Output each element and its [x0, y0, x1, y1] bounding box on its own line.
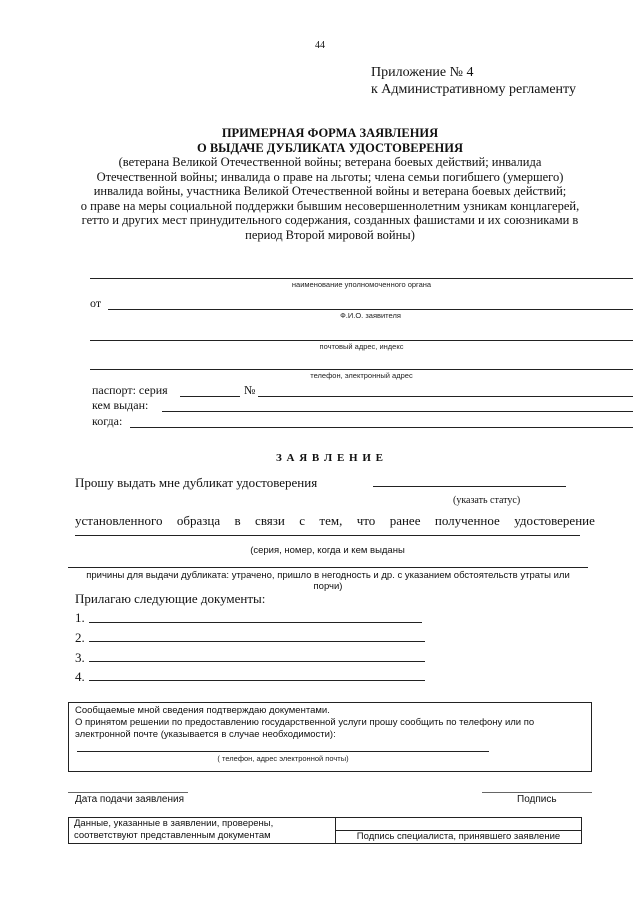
- status-field[interactable]: [373, 486, 566, 487]
- attach-label: Прилагаю следующие документы:: [75, 591, 266, 606]
- confirmation-box: [68, 702, 592, 772]
- series-caption: (серия, номер, когда и кем выданы: [250, 545, 405, 556]
- attach-item-4-field[interactable]: [89, 680, 425, 681]
- word-6: тем,: [319, 513, 343, 528]
- organ-caption: наименование уполномоченного органа: [291, 280, 432, 289]
- title-sub-6: период Второй мировой войны): [245, 227, 415, 242]
- verification-line-1: Данные, указанные в заявлении, проверены,: [74, 818, 274, 829]
- verification-text: [74, 818, 273, 842]
- status-caption: (указать статус): [453, 495, 521, 506]
- series-field[interactable]: [75, 535, 580, 536]
- word-1: установленного: [75, 513, 163, 528]
- organ-field[interactable]: [90, 278, 633, 279]
- contact-caption: ( телефон, адрес электронной почты): [217, 754, 349, 763]
- issued-by-field[interactable]: [162, 411, 633, 412]
- phone-field[interactable]: [90, 369, 633, 370]
- passport-series-field[interactable]: [180, 396, 240, 397]
- word-3: в: [234, 513, 241, 528]
- confirmation-line-1: Сообщаемые мной сведения подтверждаю документами.: [75, 705, 330, 716]
- attach-item-4-number: 4.: [75, 669, 85, 684]
- word-2: образца: [176, 513, 221, 528]
- fio-caption: Ф.И.О. заявителя: [340, 311, 401, 320]
- appendix-note: [371, 64, 576, 98]
- confirmation-line-2: О принятом решении по предоставлению государственной услуги прошу сообщить по телефону или по: [75, 717, 535, 728]
- from-label: от: [90, 296, 102, 310]
- appendix-line-1: Приложение № 4: [371, 65, 474, 80]
- attach-item-2-number: 2.: [75, 630, 85, 645]
- title-line-1: ПРИМЕРНАЯ ФОРМА ЗАЯВЛЕНИЯ: [221, 126, 439, 140]
- confirmation-text: [75, 705, 587, 741]
- signature-field[interactable]: [482, 792, 592, 793]
- passport-number-field[interactable]: [258, 396, 633, 397]
- attach-item-2-field[interactable]: [89, 641, 425, 642]
- contact-field[interactable]: [77, 751, 489, 752]
- reason-caption-2: порчи): [313, 581, 343, 592]
- issued-when-label: когда:: [92, 414, 123, 428]
- request-text: Прошу выдать мне дубликат удостоверения: [75, 475, 318, 490]
- form-title: [40, 126, 620, 242]
- attach-item-3-field[interactable]: [89, 661, 425, 662]
- specialist-caption: Подпись специалиста, принявшего заявление: [356, 831, 561, 842]
- title-sub-3: инвалида войны, участника Великой Отечественной войны и ветерана боевых действий;: [93, 184, 567, 198]
- appendix-line-2: к Административному регламенту: [371, 82, 576, 97]
- page-number: 44: [315, 40, 325, 51]
- word-5: с: [299, 513, 306, 528]
- address-field[interactable]: [90, 340, 633, 341]
- confirmation-line-3: электронной почте (указывается в случае необходимости):: [75, 729, 336, 740]
- attach-item-1-number: 1.: [75, 610, 85, 625]
- fio-field[interactable]: [108, 309, 633, 310]
- title-line-2: О ВЫДАЧЕ ДУБЛИКАТА УДОСТОВЕРЕНИЯ: [196, 140, 464, 155]
- date-label: Дата подачи заявления: [75, 794, 184, 805]
- word-9: полученное: [434, 513, 500, 528]
- attach-item-1-field[interactable]: [89, 622, 422, 623]
- signature-label: Подпись: [517, 794, 557, 805]
- justified-line: [75, 513, 595, 529]
- verification-line-2: соответствуют представленным документам: [74, 830, 271, 841]
- passport-series-label: паспорт: серия: [92, 383, 168, 397]
- reason-field[interactable]: [68, 567, 588, 568]
- title-sub-1: (ветерана Великой Отечественной войны; ветерана боевых действий; инвалида: [118, 155, 542, 169]
- reason-caption: [68, 570, 588, 592]
- verification-table: [68, 817, 582, 844]
- passport-number-label: №: [244, 383, 256, 397]
- address-caption: почтовый адрес, индекс: [319, 342, 404, 351]
- attach-item-3-number: 3.: [75, 650, 85, 665]
- statement-heading: З А Я В Л Е Н И Е: [275, 452, 384, 464]
- word-4: связи: [255, 513, 285, 528]
- title-sub-2: Отечественной войны; инвалида о праве на льготы; члена семьи погибшего (умершего): [96, 169, 564, 184]
- title-sub-5: гетто и других мест принудительного содержания, созданных фашистами и их союзниками в: [81, 213, 579, 227]
- phone-caption: телефон, электронный адрес: [310, 371, 413, 380]
- date-field[interactable]: [68, 792, 188, 793]
- reason-caption-1: причины для выдачи дубликата: утрачено, пришло в негодность и др. с указанием обстоятельств утраты или: [86, 570, 570, 581]
- word-7: что: [356, 513, 376, 528]
- word-10: удостоверение: [514, 513, 595, 528]
- title-sub-4: о праве на меры социальной поддержки бывшим несовершеннолетним узникам концлагерей,: [80, 198, 580, 213]
- issued-when-field[interactable]: [130, 427, 633, 428]
- word-8: ранее: [389, 513, 421, 528]
- issued-by-label: кем выдан:: [92, 398, 149, 412]
